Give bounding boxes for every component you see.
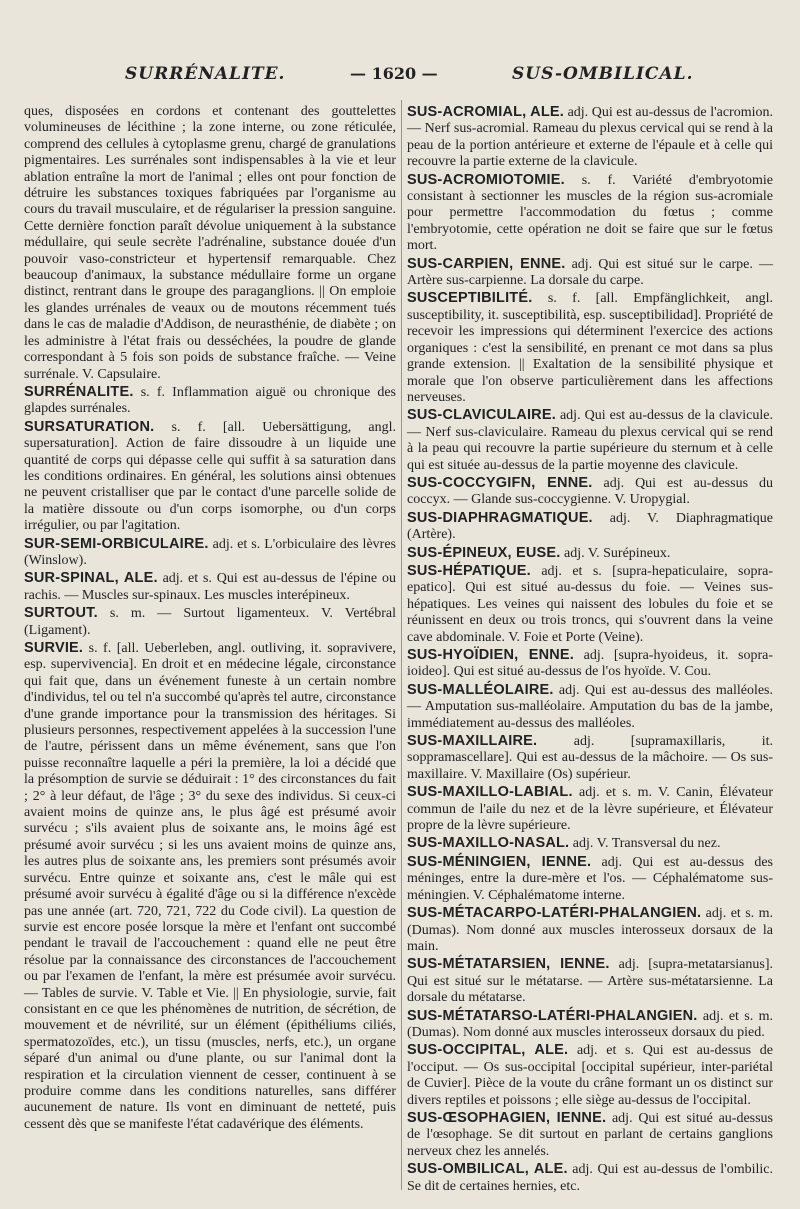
headword: SUS-HÉPATIQUE. xyxy=(407,562,531,579)
headword: SUS-COCCYGIFN, ENNE. xyxy=(407,474,593,491)
headword: SUR-SEMI-ORBICULAIRE. xyxy=(24,535,209,552)
page-number: — 1620 — xyxy=(350,64,438,83)
headword: SURRÉNALITE. xyxy=(24,383,134,400)
entry xyxy=(407,104,773,171)
headword: SUS-MÉTATARSIEN, IENNE. xyxy=(407,956,610,973)
headword: SUS-ÉPINEUX, EUSE. xyxy=(407,544,561,561)
entry-body: s. f. [all. Uebersättigung, angl. supersaturation]. Action de faire dissoudre à un liquide une quantité de corps qui dépasse celle qui suffit à sa saturation dans les conditions ordinaires. En général, les solutions ainsi obtenues ne peuvent cristalliser que par le contact d'une parcelle solide de la matière dissoute ou d'un corps isomorphe, ou d'un corps irrégulier, ou par l'agitation. xyxy=(24,419,396,534)
entry xyxy=(407,563,773,646)
headword: SUSCEPTIBILITÉ. xyxy=(407,290,533,307)
entry xyxy=(24,419,396,535)
headword: SUS-ACROMIOTOMIE. xyxy=(407,171,565,188)
headword: SUS-MALLÉOLAIRE. xyxy=(407,681,554,698)
headword: SUS-DIAPHRAGMATIQUE. xyxy=(407,509,593,526)
entry xyxy=(407,172,773,255)
entry xyxy=(407,682,773,732)
entry-body: s. f. Variété d'embryotomie consistant à sectionner les muscles de la région sus-acromiale pour permettre l'accommodation du fœtus ; comme l'embryotomie, cette opération ne doit se faire que sur le fœtus mort. xyxy=(407,172,773,254)
entry xyxy=(407,510,773,544)
entry-body: adj. Qui est au-dessus des méninges, entre la dure-mère et l'os. — Céphalématome sus-méningien. V. Céphalématome interne. xyxy=(407,854,773,903)
entry xyxy=(407,545,773,562)
entry xyxy=(24,640,396,1133)
left-column xyxy=(24,104,396,1133)
headword: SURVIE. xyxy=(24,640,84,656)
entry-body: adj. Qui est au-dessus de l'ombilic. Se dit de certaines hernies, etc. xyxy=(407,1162,773,1194)
right-column xyxy=(407,104,773,1195)
entry xyxy=(407,784,773,834)
entry xyxy=(24,570,396,604)
entry-body: adj. Qui est au-dessus de la clavicule. — Nerf sus-claviculaire. Rameau du plexus cervical qui se rend à la peau qui recouvre la partie supérieure du sternum et à celle qui est située au-dessus de la partie moyenne des clavicule. xyxy=(407,408,773,473)
entry-body: adj. V. Diaphragmatique (Artère). xyxy=(407,510,773,543)
headword: SURSATURATION. xyxy=(24,418,155,435)
headword: SUS-MAXILLO-LABIAL. xyxy=(407,784,573,801)
entry xyxy=(24,605,396,639)
entry xyxy=(407,647,773,681)
entry-body: s. m. — Surtout ligamenteux. V. Vertébral (Ligament). xyxy=(24,606,396,638)
entry xyxy=(407,290,773,406)
entry-body: adj. Qui est au-dessus de l'acromion. — Nerf sus-acromial. Rameau du plexus cervical qui se rend à la peau de la portion antérieure et externe de l'épaule et à celle qui recouvre la partie externe de la clavicule. xyxy=(407,105,774,170)
entry xyxy=(407,475,773,509)
entry-body: adj. V. Surépineux. xyxy=(560,545,671,561)
entry-body: adj. et s. L'orbiculaire des lèvres (Winslow). xyxy=(24,536,396,568)
entry-body: adj. et s. m. (Dumas). Nom donné aux muscles interosseux dorsaux du pied. xyxy=(407,1008,773,1040)
entry-body: s. f. [all. Empfänglichkeit, angl. susceptibility, it. susceptibilità, esp. susceptibilidad]. Propriété de recevoir les impressions qui déterminent l'exercice des actions organiques : c'est la sensibilité, en prenant ce mot dans sa plus grande extension. || Exaltation de la sensibilité physique et morale que l'on observe particulièrement dans les affections nerveuses. xyxy=(407,291,773,405)
entry-body: adj. et s. [supra-hepaticulaire, sopra-epatico]. Qui est situé au-dessus du foie. — Veines sus-hépatiques. Les veines qui naissent des lobules du foie et se réunissent en deux ou trois troncs, qui s'ouvrent dans la veine cave abdominale. V. Foie et Porte (Veine). xyxy=(407,563,773,645)
entry xyxy=(407,905,773,955)
entry-body: s. f. [all. Ueberleben, angl. outliving, it. sopravivere, esp. supervivencia]. En droit et en médecine légale, circonstance qui fait que, dans un événement funeste à un certain nombre d'individus, tel ou tel n'a succombé qu'après tel autre, circonstance d'une grande importance pour la transmission des héritages. Si plusieurs personnes, respectivement appelées à la succession l'une de l'autre, périssent dans un même événement, sans que l'on puisse reconnaître laquelle a péri la première, la loi a décidé que la présomption de survie se déduirait : 1° des circonstances du fait ; 2° à leur défaut, de l'âge ; 3° du sexe des individus. Si ceux-ci avaient moins de quinze ans, le plus âgé est présumé avoir survécu ; s'ils avaient plus de soixante ans, le moins âgé est présumé avoir survécu ; si les uns avaient moins de quinze ans, les autres plus de soixante ans, les premiers sont présumés avoir survécu. Entre quinze et soixante ans, c'est le mâle qui est présumé avoir survécu à égalité d'âge ou si la différence n'excède pas une année (art. 720, 721, 722 du Code civil). La question de survie est encore posée lorsque la mère et l'enfant ont succombé pendant le travail de l'accouchement : quand elle ne peut être résolue par la connaissance des circonstances de l'accouchement ou par l'examen de l'enfant, la mère est présumée avoir survécu. — Tables de survie. V. Table et Vie. || En physiologie, survie, fait consistant en ce que les phénomènes de nutrition, de sécrétion, de mouvement et de névrilité, sur un élément (épithéliums ciliés, spermatozoïdes, etc.), un tissu (muscles, nerfs, etc.), un organe séparé d'un animal ou d'une plante, ou sur l'animal dont la respiration et la circulation viennent de cesser, continuent à se produire comme dans les conditions naturelles, sans différer aucunement de nature. Ils vont en diminuant de netteté, puis cessent dès que se manifeste l'état cadavérique des éléments. xyxy=(24,641,396,1132)
entry-body: adj. Qui est situé sur le carpe. — Artère sus-carpienne. La dorsale du carpe. xyxy=(407,256,773,289)
header-right-word: SUS-OMBILICAL. xyxy=(512,64,694,84)
headword: SUS-OCCIPITAL, ALE. xyxy=(407,1042,569,1059)
entry-body: adj. [supra-metatarsianus]. Qui est situé sur le métatarse. — Artère sus-métatarsienne. La dorsale du métatarse. xyxy=(407,957,774,1006)
entry xyxy=(407,1110,773,1160)
column-divider xyxy=(401,100,402,1190)
entry xyxy=(407,1008,773,1042)
entry xyxy=(407,835,773,852)
entry-body: adj. et s. m. V. Canin, Élévateur commun de l'aile du nez et de la lèvre supérieure, et Élévateur propre de la lèvre supérieure. xyxy=(407,785,773,834)
headword: SUS-CLAVICULAIRE. xyxy=(407,407,556,424)
entry xyxy=(24,536,396,570)
header-left-word: SURRÉNALITE. xyxy=(125,64,286,84)
entry-body: adj. [supra-hyoideus, it. sopra-ioideo]. Qui est situé au-dessus de l'os hyoïde. V. Cou. xyxy=(407,648,773,680)
headword: SUR-SPINAL, ALE. xyxy=(24,570,158,587)
entry-body: adj. [supramaxillaris, it. soppramascellare]. Qui est au-dessus de la mâchoire. — Os sus-maxillaire. V. Maxillaire (Os) supérieur. xyxy=(407,734,773,782)
headword: SUS-MÉTATARSO-LATÉRI-PHALANGIEN. xyxy=(407,1007,698,1024)
headword: SUS-MAXILLO-NASAL. xyxy=(407,835,570,852)
headword: SURTOUT. xyxy=(24,605,98,622)
entry xyxy=(407,854,773,904)
headword: SUS-OMBILICAL, ALE. xyxy=(407,1161,568,1178)
headword: SUS-MÉNINGIEN, IENNE. xyxy=(407,853,592,870)
entry xyxy=(407,256,773,290)
headword: SUS-ŒSOPHAGIEN, IENNE. xyxy=(407,1109,607,1126)
entry-body: s. f. Inflammation aiguë ou chronique des glapdes surrénales. xyxy=(24,384,396,417)
entry xyxy=(407,407,773,474)
entry xyxy=(407,1042,773,1109)
continuation-text: ques, disposées en cordons et contenant des gouttelettes volumineuses de lécithine ; la zone interne, ou zone réticulée, comprend des cellules à cytoplasme grenu, chargé de granulations pigmentaires. Les surrénales sont indispensables à la vie et leur ablation entraîne la mort de l'animal ; elles ont pour fonction de détruire les substances toxiques fabriquées par l'organisme au cours du travail musculaire, et de régulariser la pression sanguine. Cette dernière fonction paraît dévolue uniquement à la substance médullaire, qui seule secrète l'adrénaline, substance douée d'un pouvoir vaso-constricteur et hypertensif remarquable. Chez beaucoup d'animaux, la substance médullaire forme un organe distinct, rentrant dans le groupe des paraganglions. || On emploie les glandes urrénales de veaux ou de moutons récemment tués dans le cas de maladie d'Addison, de neurasthénie, de diabète ; on les administre à l'état frais ou desséchées, la poudre de glande correspondant à 5 fois son poids de substance fraîche. — Veine surrénale. V. Capsulaire. xyxy=(24,104,396,382)
entry xyxy=(407,733,773,783)
entry-body: adj. et s. m. (Dumas). Nom donné aux muscles interosseux dorsaux de la main. xyxy=(407,906,773,954)
entry-body: adj. Qui est au-dessus du coccyx. — Glande sus-coccygienne. V. Uropygial. xyxy=(407,475,773,508)
entry-body: adj. V. Transversal du nez. xyxy=(569,836,721,852)
headword: SUS-MÉTACARPO-LATÉRI-PHALANGIEN. xyxy=(407,905,702,922)
headword: SUS-CARPIEN, ENNE. xyxy=(407,255,566,272)
entry xyxy=(407,956,773,1006)
headword: SUS-MAXILLAIRE. xyxy=(407,733,538,750)
entry-body: adj. et s. Qui est au-dessus de l'épine ou rachis. — Muscles sur-spinaux. Les muscles interépineux. xyxy=(24,571,396,603)
entry-body: adj. Qui est au-dessus des malléoles. — Amputation sus-malléolaire. Amputation du bas de la jambe, immédiatement au-dessus des malléoles. xyxy=(407,682,773,731)
entry-body: adj. et s. Qui est au-dessus de l'occiput. — Os sus-occipital [occipital supérieur, inter-pariétal de Cuvier]. Pièce de la voute du crâne formant un os distinct sur divers reptiles et poissons ; elle siège au-dessus de l'occipital. xyxy=(407,1043,773,1108)
entry xyxy=(24,384,396,418)
entry-body: adj. Qui est situé au-dessus de l'œsophage. Se dit surtout en parlant de certains ganglions nerveux chez les annelés. xyxy=(407,1110,773,1159)
headword: SUS-HYOÏDIEN, ENNE. xyxy=(407,647,575,663)
running-header xyxy=(0,64,800,92)
entry xyxy=(407,1161,773,1195)
headword: SUS-ACROMIAL, ALE. xyxy=(407,104,564,120)
